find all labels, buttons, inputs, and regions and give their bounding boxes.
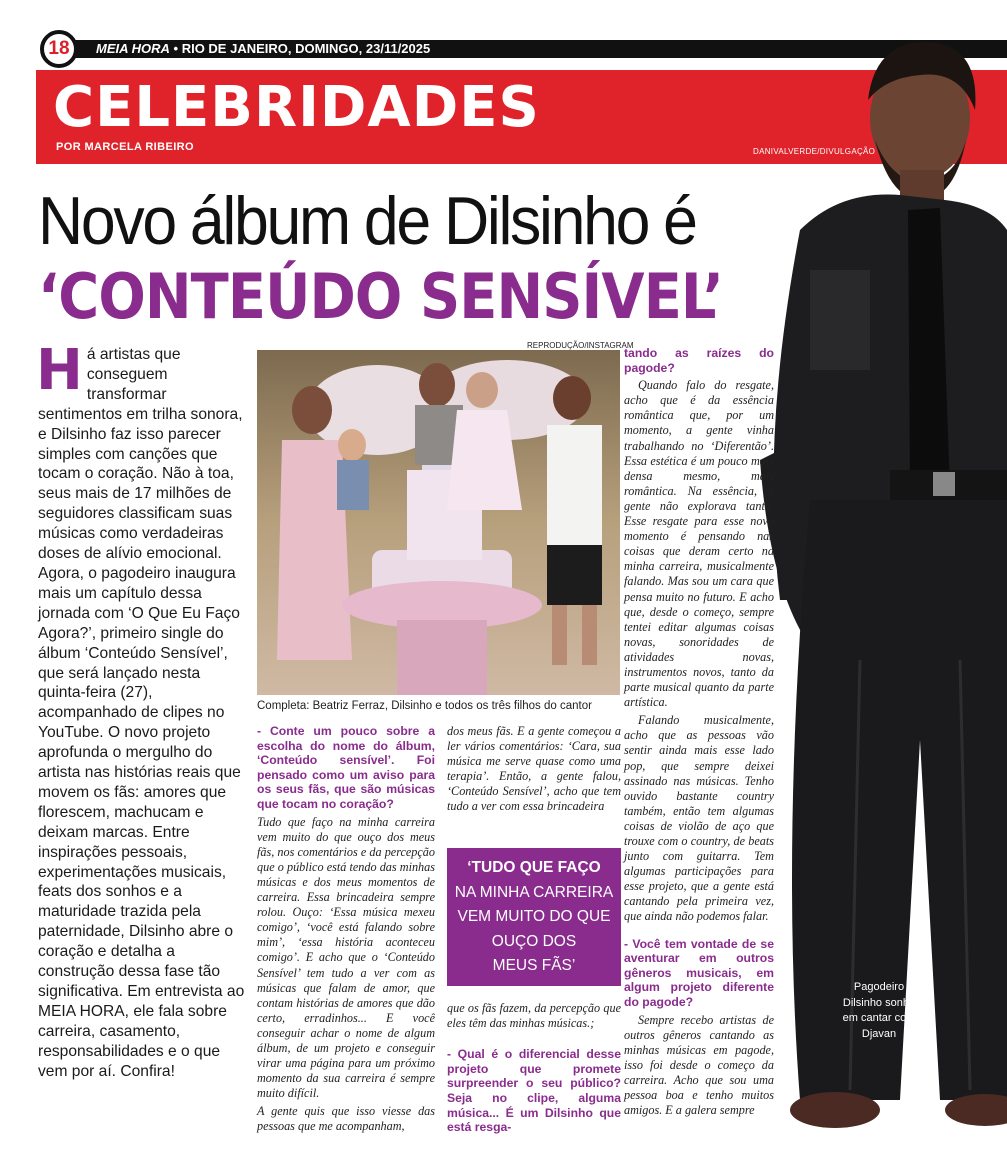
byline: POR MARCELA RIBEIRO — [56, 141, 194, 153]
answer-2-continued: Falando musicalmente, acho que as pessoas vão sentir ainda mais esse lado pop, que sempre deixei assinado nas músicas. Tenho ouvido bastante country também, então tem algumas coisas de violão de aço que trouxe com o country, de beats junto com guitarra. Tem algumas participações para esse projeto, que a gente está cantando pela primeira vez, que ainda não podemos falar. — [624, 713, 774, 924]
pull-quote-line-4: OUÇO DOS — [491, 932, 577, 950]
question-2-end: tando as raízes do pagode? — [624, 346, 774, 375]
answer-1-part-4: que os fãs fazem, da percepção que eles têm das minhas músicas.; — [447, 1001, 621, 1031]
answer-3: Sempre recebo artistas de outros gêneros cantando as minhas músicas em pagode, isso foi desde o começo da carreira. Acho que sou uma pessoa boa e tenho muitos amigos. E a galera sempre — [624, 1012, 774, 1118]
portrait-caption: Pagodeiro Dilsinho sonha em cantar com Djavan — [842, 981, 916, 1040]
pull-quote — [447, 848, 621, 986]
interview-column-2b — [447, 1001, 621, 1138]
lead-paragraph — [36, 338, 250, 1082]
family-photo-graphic — [257, 350, 620, 695]
question-1: - Conte um pouco sobre a escolha do nome do álbum, ‘Conteúdo sensível’. Foi pensado como um aviso para os seus fãs, que são músicas que tocam no coração? — [257, 724, 435, 811]
page-number: 18 — [40, 30, 78, 68]
interview-column-3 — [624, 346, 774, 1121]
dateline: • RIO DE JANEIRO, DOMINGO, 23/11/2025 — [173, 41, 431, 56]
family-photo — [257, 350, 620, 695]
pull-quote-line-1: ‘TUDO QUE FAÇO — [467, 859, 601, 876]
section-title: CELEBRIDADES — [53, 75, 540, 140]
answer-1: Tudo que faço na minha carreira vem muito do que ouço dos meus fãs, nos comentários e da percepção que o público está tendo das minhas músicas e dos meus momentos de carreira. Essa brincadeira sempre rolou. Ouço: ‘Essa música mexeu comigo’, ‘você está falando sobre mim’, ‘essa história aconteceu comigo’. E acho que o ‘Conteúdo Sensível’ tem tudo a ver com as músicas que falam de amor, que contam histórias de amores que dão certo, erradinhos... E você conseguir achar o nome de algum álbum, de um projeto e conseguir virar uma página para um próximo momento da sua carreira é sempre muito difícil. — [257, 814, 435, 1101]
interview-column-2 — [447, 724, 621, 818]
lead-text: á artistas que conseguem transformar sentimentos em trilha sonora, e Dilsinho faz isso parecer simples com canções que tocam o coração. Não à toa, seus mais de 17 milhões de seguidores classificam suas músicas como verdadeiras doses de alívio emocional. Agora, o pagodeiro inaugura mais um capítulo dessa jornada com ‘O Que Eu Faço Agora?’, primeiro single do álbum ‘Conteúdo Sensível’, que será lançado nesta quinta-feira (27), acompanhado de clipes no YouTube. O novo projeto aprofunda o mergulho do artista nas histórias reais que movem os fãs: amores que florescem, machucam e deixam marcas. Entre inspirações pessoais, experimentações musicais, feats dos sonhos e a maturidade trazida pela paternidade, Dilsinho abre o coração e detalha a construção dessa fase tão significativa. Em entrevista ao MEIA HORA, ele fala sobre carreira, casamento, responsabilidades e o que vem por aí. Confira! — [38, 346, 245, 1080]
headline-line-1: Novo álbum de Dilsinho é — [38, 183, 696, 259]
pull-quote-line-2: NA MINHA CARREIRA — [454, 883, 614, 901]
newspaper-brand: MEIA HORA — [96, 41, 170, 56]
drop-cap: H — [36, 338, 83, 403]
headline-line-2: ‘CONTEÚDO SENSÍVEL’ — [38, 260, 724, 333]
answer-2: Quando falo do resgate, acho que é da essência romântica que, por um momento, a gente vinha trabalhando no ‘Diferentão’. Essa estética é um pouco mais densa mesmo, mais romântica. Na essência, a gente não explorava tanto. Esse resgate para esse novo momento é pensando nas coisas que deram certo na minha carreira, musicalmente falando. Mas sou um cara que pensa muito no futuro. E acho que, desde o começo, sempre tentei editar algumas coisas novas, sonoridades de atividades novas, instrumentos novos, tanto da parte musical quanto da parte artística. — [624, 378, 774, 710]
family-photo-credit: REPRODUÇÃO/INSTAGRAM — [527, 341, 634, 350]
portrait-photo-credit: DANIVALVERDE/DIVULGAÇÃO — [753, 147, 876, 156]
family-photo-caption: Completa: Beatriz Ferraz, Dilsinho e todos os três filhos do cantor — [257, 700, 592, 712]
answer-1-continued: A gente quis que isso viesse das pessoas que me acompanham, — [257, 1104, 435, 1134]
pull-quote-line-3: VEM MUITO DO QUE — [457, 908, 611, 926]
question-3: - Você tem vontade de se aventurar em outros gêneros musicais, em algum projeto diferente do pagode? — [624, 936, 774, 1009]
answer-1-part-3: dos meus fãs. E a gente começou a ler vários comentários: ‘Cara, sua música me serve quase como uma terapia’. Então, a gente falou, ‘Conteúdo Sensível’, acho que tem tudo a ver com essa brincadeira — [447, 724, 621, 814]
pull-quote-line-5: MEUS FÃS’ — [492, 957, 576, 975]
masthead-line — [96, 41, 430, 56]
question-2: - Qual é o diferencial desse projeto que promete surpreender o seu público? Seja no clipe, alguma música... É um Dilsinho que está resga- — [447, 1047, 621, 1135]
interview-column-1 — [257, 724, 435, 1138]
